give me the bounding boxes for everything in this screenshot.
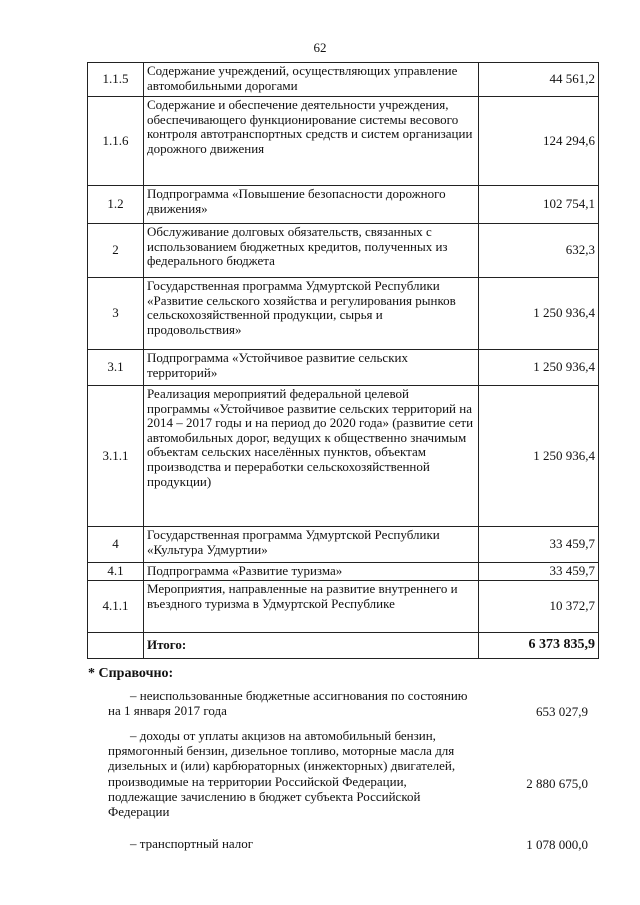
table-row [88, 350, 599, 386]
row-amount: 124 294,6 [478, 97, 598, 186]
table-row [88, 224, 599, 278]
row-code: 4.1.1 [88, 581, 144, 633]
row-code: 4.1 [88, 563, 144, 581]
row-code: 1.2 [88, 186, 144, 224]
row-amount: 1 250 936,4 [478, 386, 598, 527]
row-code: 3.1 [88, 350, 144, 386]
page-number: 62 [313, 40, 327, 55]
table-row [88, 563, 599, 581]
budget-table [87, 62, 599, 659]
table-row [88, 581, 599, 633]
row-code: 1.1.6 [88, 97, 144, 186]
total-amount: 6 373 835,9 [478, 633, 598, 659]
row-name: Содержание учреждений, осуществляющих управление автомобильными дорогами [143, 63, 478, 97]
row-code: 2 [88, 224, 144, 278]
reference-amount: 653 027,9 [536, 704, 588, 719]
row-code: 4 [88, 527, 144, 563]
row-name: Подпрограмма «Устойчивое развитие сельских территорий» [143, 350, 478, 386]
table-row [88, 527, 599, 563]
row-code: 1.1.5 [88, 63, 144, 97]
row-name: Содержание и обеспечение деятельности учреждения, обеспечивающего функционирование системы весового контроля автотранспортных средств и систем организации дорожного движения [143, 97, 478, 186]
table-row [88, 186, 599, 224]
total-label: Итого: [143, 633, 478, 659]
table-row [88, 386, 599, 527]
row-amount: 33 459,7 [478, 527, 598, 563]
row-amount: 44 561,2 [478, 63, 598, 97]
row-name: Государственная программа Удмуртской Республики «Развитие сельского хозяйства и регулирования рынков сельскохозяйственной продукции, сырья и продовольствия» [143, 278, 478, 350]
reference-text: – транспортный налог [130, 836, 254, 851]
row-code: 3.1.1 [88, 386, 144, 527]
reference-amount: 1 078 000,0 [526, 837, 588, 852]
reference-amount: 2 880 675,0 [526, 776, 588, 791]
row-name: Подпрограмма «Повышение безопасности дорожного движения» [143, 186, 478, 224]
row-name: Мероприятия, направленные на развитие внутреннего и въездного туризма в Удмуртской Республике [143, 581, 478, 633]
row-name: Обслуживание долговых обязательств, связанных с использованием бюджетных кредитов, полученных из федерального бюджета [143, 224, 478, 278]
row-amount: 632,3 [478, 224, 598, 278]
reference-text: – доходы от уплаты акцизов на автомобильный бензин, прямогонный бензин, дизельное топливо, моторные масла для дизельных и (или) карбюраторных (инжекторных) двигателей, производимые на территории Российской Федерации, подлежащие зачислению в бюджет субъекта Российской Федерации [108, 728, 456, 820]
table-row [88, 97, 599, 186]
row-amount: 102 754,1 [478, 186, 598, 224]
total-row [88, 633, 599, 659]
row-name: Реализация мероприятий федеральной целевой программы «Устойчивое развитие сельских территорий на 2014 – 2017 годы и на период до 2020 года» (развитие сети автомобильных дорог, ведущих к общественно значимым объектам сельских населённых пунктов, объектам производства и переработки сельскохозяйственной продукции) [143, 386, 478, 527]
row-code: 3 [88, 278, 144, 350]
reference-title: * Справочно: [88, 666, 174, 681]
total-code-cell [88, 633, 144, 659]
row-amount: 33 459,7 [478, 563, 598, 581]
row-amount: 1 250 936,4 [478, 278, 598, 350]
row-name: Государственная программа Удмуртской Республики «Культура Удмуртии» [143, 527, 478, 563]
row-amount: 10 372,7 [478, 581, 598, 633]
row-amount: 1 250 936,4 [478, 350, 598, 386]
table-row [88, 278, 599, 350]
table-row [88, 63, 599, 97]
row-name: Подпрограмма «Развитие туризма» [143, 563, 478, 581]
reference-text: – неиспользованные бюджетные ассигнования по состоянию на 1 января 2017 года [108, 688, 468, 719]
